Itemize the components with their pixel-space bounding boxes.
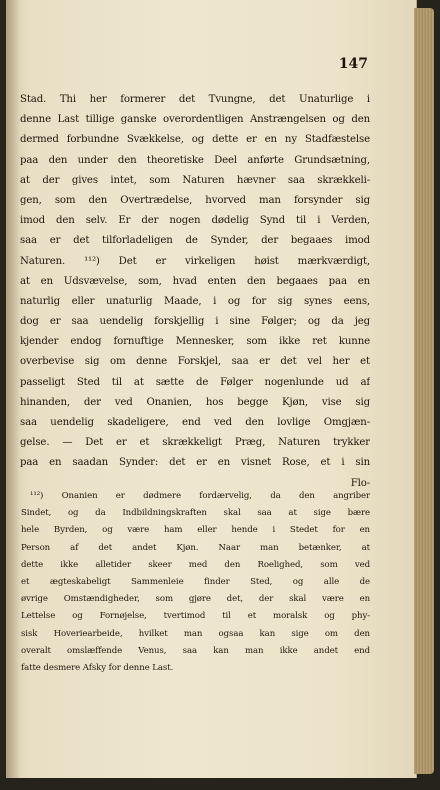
- footnote-line: ¹¹²) Onanien er dødmere fordærvelig, da den angriber: [30, 491, 370, 501]
- text-line: saa uendelig skadeligere, end ved den lovlige Omgjæn-: [20, 417, 370, 428]
- text-line: paa den under den theoretiske Deel anførte Grundsætning,: [20, 154, 370, 166]
- main-text: [20, 90, 370, 494]
- footnote-line: hele Byrden, og være ham eller hende i Stedet for en: [21, 525, 370, 536]
- text-line: naturlig eller unaturlig Maade, i og for sig synes eens,: [20, 295, 370, 307]
- page-number: 147: [338, 56, 368, 72]
- text-line: paa en saadan Synder: det er en visnet Rose, et i sin: [20, 457, 370, 469]
- footnote: [21, 488, 370, 677]
- text-line: gelse. — Det er et skrækkeligt Præg, Naturen trykker: [20, 437, 370, 449]
- text-line: passeligt Sted til at sætte de Følger nogenlunde ud af: [20, 376, 370, 388]
- footnote-line: fatte desmere Afsky for denne Last.: [21, 662, 174, 673]
- text-line: Naturen. ¹¹²) Det er virkeligen høist mærkværdigt,: [20, 255, 370, 267]
- text-line: hinanden, der ved Onanien, hos begge Kjøn, vise sig: [20, 396, 370, 408]
- text-line: dermed forbundne Svækkelse, og dette er en ny Stadfæstelse: [20, 134, 370, 146]
- footnote-line: Person af det andet Kjøn. Naar man betænker, at: [21, 542, 370, 553]
- text-line: imod den selv. Er der nogen dødelig Synd til i Verden,: [20, 215, 370, 227]
- text-line: dog er saa uendelig forskjellig i sine Følger; og da jeg: [20, 316, 370, 328]
- footnote-line: dette ikke alletider skeer med den Roelighed, som ved: [21, 559, 370, 570]
- text-line: at der gives intet, som Naturen hævner saa skrækkeli-: [20, 174, 370, 186]
- text-line: denne Last tillige ganske overordentligen Anstrængelsen og den: [20, 114, 370, 126]
- text-line: gen, som den Overtrædelse, hvorved man forsynder sig: [20, 194, 370, 206]
- footnote-line: sisk Hoveriearbeide, hvilket man ogsaa kan sige om den: [21, 628, 370, 639]
- page-edges: [414, 8, 434, 774]
- spine-shadow: [6, 0, 20, 778]
- footnote-line: øvrige Omstændigheder, som gjøre det, der skal være en: [21, 594, 370, 605]
- text-line: kjender endog fornuftige Mennesker, som ikke ret kunne: [20, 336, 370, 348]
- footnote-line: overalt omslæffende Venus, saa kan man ikke andet end: [21, 645, 370, 656]
- footnote-line: et ægteskabeligt Sammenleie finder Sted, og alle de: [21, 576, 370, 587]
- text-line: at en Udsvævelse, som, hvad enten den begaaes paa en: [20, 275, 370, 287]
- text-line: Stad. Thi her formerer det Tvungne, det Unaturlige i: [20, 94, 370, 105]
- catchword: Flo-: [350, 477, 370, 489]
- text-line: overbevise sig om denne Forskjel, saa er det vel her et: [20, 356, 370, 368]
- text-line: saa er det tilforladeligen de Synder, der begaaes imod: [20, 235, 370, 247]
- footnote-line: Sindet, og da Indbildningskraften skal saa at sige bære: [21, 508, 370, 519]
- footnote-line: Lettelse og Fornøjelse, tvertimod til et moralsk og phy-: [21, 611, 370, 622]
